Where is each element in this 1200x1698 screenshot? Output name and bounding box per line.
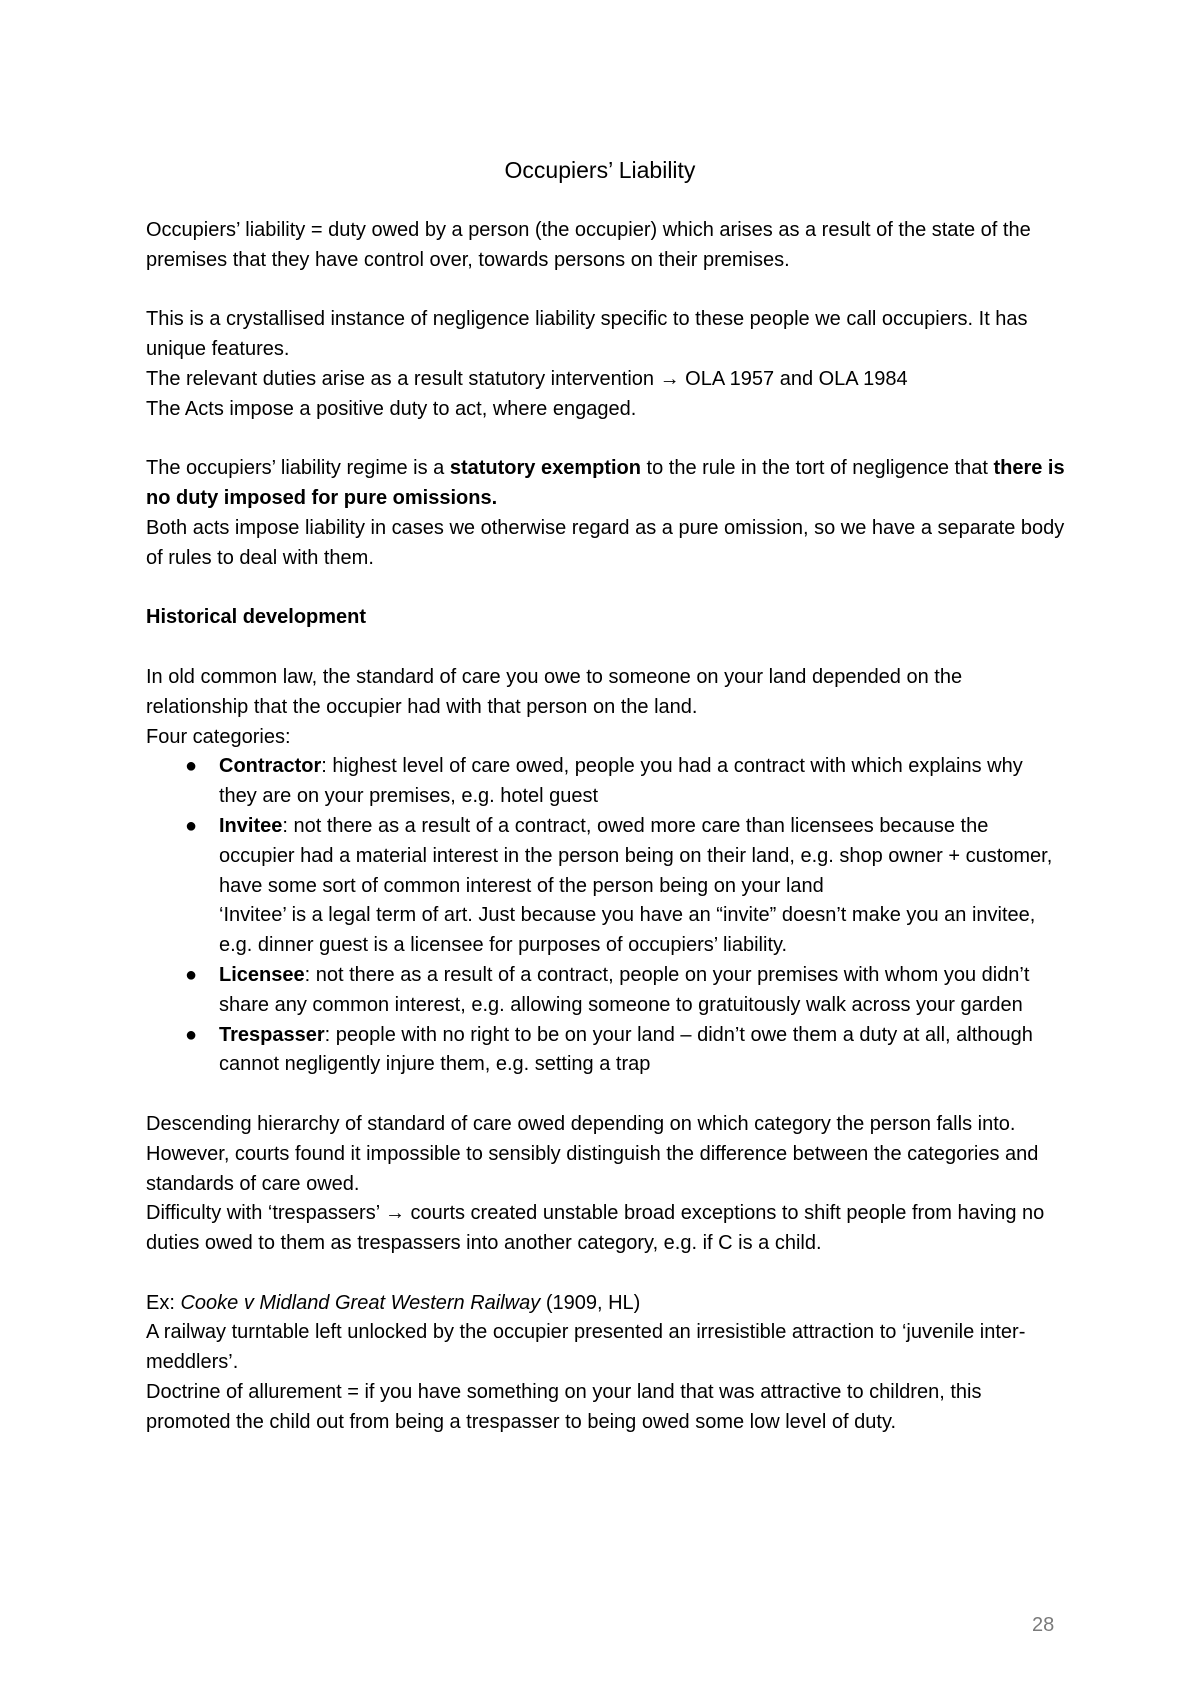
historical-heading-text: Historical development xyxy=(146,606,367,629)
category-text: : people with no right to be on your land – didn’t owe them a duty at all, although cannot negligently injure them, e.g. setting a trap xyxy=(219,1023,1033,1076)
category-term: Contractor xyxy=(219,755,322,778)
exceptions-text: courts created unstable broad exceptions to shift people from having no duties owed to them as trespassers into another category, e.g. if C is a child. xyxy=(146,1202,1045,1255)
category-text: : not there as a result of a contract, owed more care than licensees because the occupier had a material interest in the person being on their land, e.g. shop owner + customer, have some sort of common interest of the person being on your land xyxy=(219,814,1053,897)
page-number: 28 xyxy=(1032,1614,1055,1636)
example-case-line xyxy=(146,1289,1066,1319)
bullet-icon: ● xyxy=(185,1023,198,1046)
intro-line-2-acts: OLA 1957 and OLA 1984 xyxy=(685,367,908,390)
example-facts: A railway turntable left unlocked by the occupier presented an irresistible attraction to ‘juvenile inter-meddlers’. xyxy=(146,1321,1026,1374)
bullet-icon: ● xyxy=(185,814,198,837)
hierarchy-line-3 xyxy=(146,1199,1066,1259)
intro-line-1: This is a crystallised instance of negligence liability specific to these people we call occupiers. It has unique features. xyxy=(146,308,1028,361)
intro-line-2-text: The relevant duties arise as a result statutory intervention xyxy=(146,367,655,390)
list-item xyxy=(146,961,1066,1021)
list-item xyxy=(146,1021,1066,1081)
invitee-note: ‘Invitee’ is a legal term of art. Just because you have an “invite” doesn’t make you an invitee, e.g. dinner guest is a licensee for purposes of occupiers’ liability. xyxy=(219,904,1036,957)
intro-line-3: The Acts impose a positive duty to act, where engaged. xyxy=(146,397,637,420)
hierarchy-line-1: Descending hierarchy of standard of care owed depending on which category the person falls into. xyxy=(146,1112,1016,1135)
spacer xyxy=(146,425,1066,455)
list-item xyxy=(146,752,1066,812)
exemption-paragraph xyxy=(146,454,1066,514)
definition-paragraph: Occupiers’ liability = duty owed by a person (the occupier) which arises as a result of the state of the premises that they have control over, towards persons on their premises. xyxy=(146,219,1031,271)
category-text: : not there as a result of a contract, people on your premises with whom you didn’t share any common interest, e.g. allowing someone to gratuitously walk across your garden xyxy=(219,963,1030,1016)
page-title: Occupiers’ Liability xyxy=(504,157,696,183)
both-acts-paragraph: Both acts impose liability in cases we otherwise regard as a pure omission, so we have a separate body of rules to deal with them. xyxy=(146,516,1065,569)
exemption-text-a: The occupiers’ liability regime is a xyxy=(146,457,445,480)
arrow-right-icon: → xyxy=(659,367,680,390)
case-citation: (1909, HL) xyxy=(545,1291,641,1314)
case-name: Cooke v Midland Great Western Railway xyxy=(180,1291,541,1314)
historical-heading xyxy=(146,603,1066,633)
hierarchy-line-2: However, courts found it impossible to sensibly distinguish the difference between the categories and standards of care owed. xyxy=(146,1142,1039,1195)
list-item xyxy=(146,812,1066,961)
allurement-doctrine: Doctrine of allurement = if you have something on your land that was attractive to children, this promoted the child out from being a trespasser to being owed some low level of duty. xyxy=(146,1381,982,1433)
trespassers-difficulty-text: Difficulty with ‘trespassers’ xyxy=(146,1202,380,1225)
category-term: Licensee xyxy=(219,963,305,986)
intro-line-2 xyxy=(146,365,1066,395)
bullet-icon: ● xyxy=(185,755,198,778)
exemption-text-c: to the rule in the tort of negligence that xyxy=(646,457,988,480)
categories-lead: Four categories: xyxy=(146,725,291,748)
spacer xyxy=(146,633,1066,663)
document-body xyxy=(146,216,1066,1438)
category-text: : highest level of care owed, people you had a contract with which explains why they are on your premises, e.g. hotel guest xyxy=(219,755,1023,808)
spacer xyxy=(146,1259,1066,1289)
category-term: Trespasser xyxy=(219,1023,325,1046)
spacer xyxy=(146,574,1066,604)
historical-paragraph: In old common law, the standard of care you owe to someone on your land depended on the relationship that the occupier had with that person on the land. xyxy=(146,665,963,718)
categories-list xyxy=(146,752,1066,1080)
statutory-exemption-bold: statutory exemption xyxy=(449,457,641,480)
bullet-icon: ● xyxy=(185,963,198,986)
arrow-right-icon: → xyxy=(384,1202,405,1225)
category-term: Invitee xyxy=(219,814,283,837)
spacer xyxy=(146,1080,1066,1110)
example-prefix: Ex: xyxy=(146,1291,175,1314)
spacer xyxy=(146,276,1066,306)
no-duty-rule-bold: there is no duty imposed for pure omissions. xyxy=(146,457,1065,510)
